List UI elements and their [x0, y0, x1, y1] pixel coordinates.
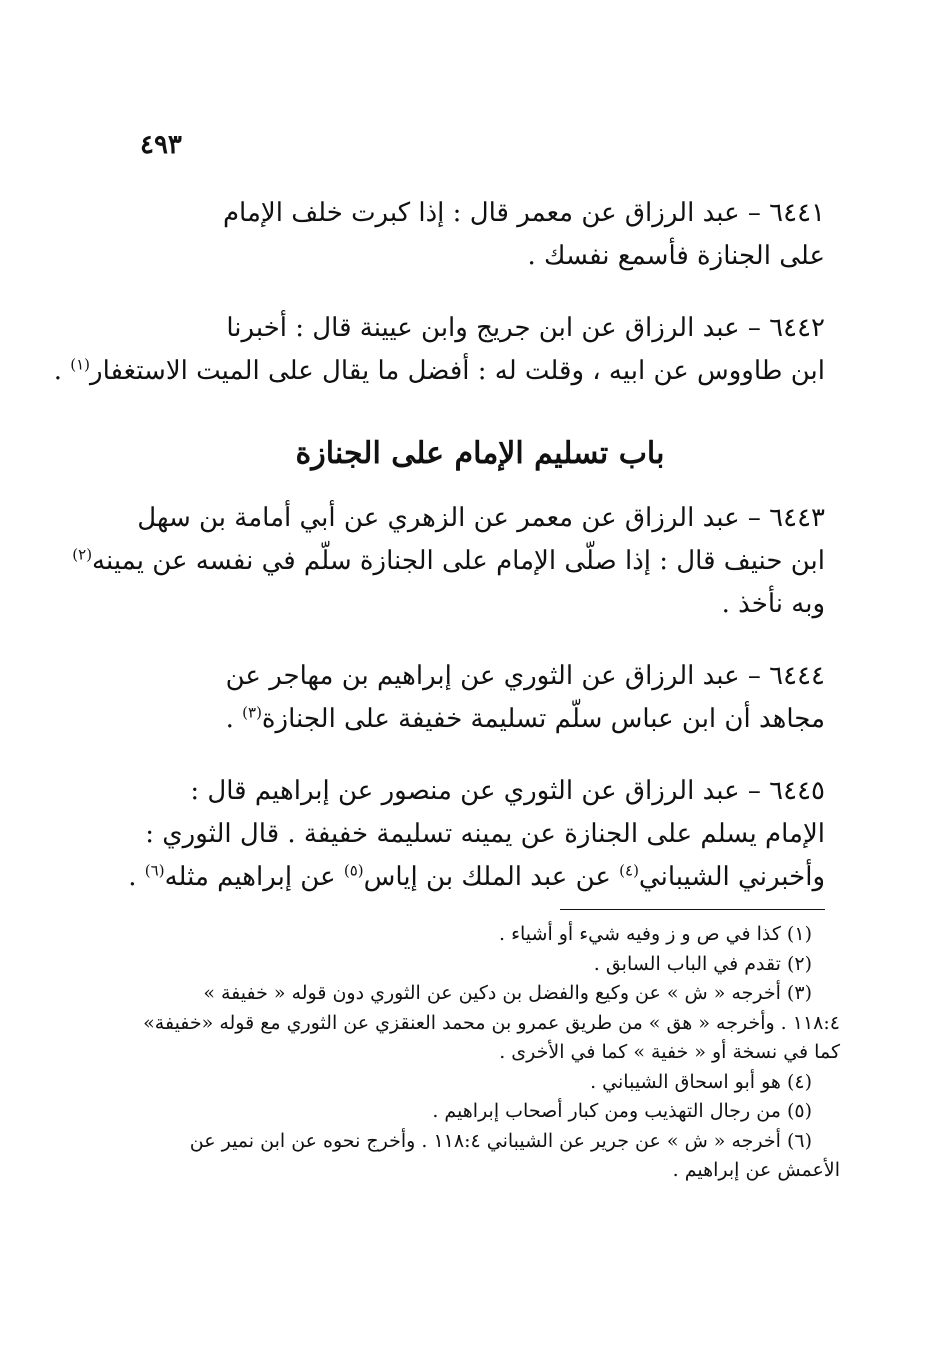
- text-segment: .: [53, 356, 71, 386]
- hadith-6445: [128, 770, 825, 899]
- text-line: ٦٤٤٢ – عبد الرزاق عن ابن جريج وابن عيينة قال : أخبرنا: [226, 313, 825, 343]
- text-line: ٦٤٤٤ – عبد الرزاق عن الثوري عن إبراهيم بن مهاجر عن: [225, 661, 825, 691]
- footnote-1: (١) كذا في ص و ز وفيه شيء أو أشياء .: [498, 923, 812, 945]
- hadith-6444: [135, 655, 825, 741]
- footnote-5: (٥) من رجال التهذيب ومن كبار أصحاب إبراهيم .: [432, 1100, 812, 1122]
- footnote-separator: [560, 909, 825, 910]
- hadith-6442: [53, 307, 825, 393]
- hadith-6441: [135, 192, 825, 278]
- text-line: ٦٤٤١ – عبد الرزاق عن معمر قال : إذا كبرت خلف الإمام: [222, 198, 825, 228]
- footnote-ref: (٢): [72, 545, 93, 564]
- text-segment: .: [225, 704, 243, 734]
- footnote-6-cont: الأعمش عن إبراهيم .: [672, 1159, 840, 1181]
- footnote-2: (٢) تقدم في الباب السابق .: [593, 952, 812, 975]
- footnote-ref: (٥): [343, 861, 364, 880]
- footnote-ref: (٣): [242, 703, 262, 722]
- footnote-3-cont: كما في نسخة أو « خفية » كما في الأخرى .: [499, 1041, 840, 1063]
- text-segment: ابن طاووس عن ابيه ، وقلت له : أفضل ما يقال على الميت الاستغفار: [90, 356, 825, 386]
- text-line: الإمام يسلم على الجنازة عن يمينه تسليمة خفيفة . قال الثوري :: [145, 819, 825, 849]
- footnote-3: (٣) أخرجه « ش » عن وكيع والفضل بن دكين عن الثوري دون قوله « خفيفة »: [203, 982, 812, 1004]
- page-number: ٤٩٣: [140, 130, 182, 160]
- footnote-4: (٤) هو أبو اسحاق الشيباني .: [590, 1070, 812, 1093]
- text-segment: عن إبراهيم مثله: [164, 862, 344, 892]
- footnote-ref: (٦): [144, 861, 165, 880]
- section-heading: باب تسليم الإمام على الجنازة: [295, 436, 665, 471]
- text-line: [135, 698, 825, 741]
- text-line: على الجنازة فأسمع نفسك .: [527, 241, 825, 271]
- text-line: وبه نأخذ .: [721, 589, 825, 619]
- footnotes: [143, 920, 840, 1186]
- text-line: ٦٤٤٥ – عبد الرزاق عن الثوري عن منصور عن إبراهيم قال :: [190, 776, 825, 806]
- text-segment: وأخبرني الشيباني: [638, 862, 825, 892]
- text-segment: ابن حنيف قال : إذا صلّى الإمام على الجنازة سلّم في نفسه عن يمينه: [92, 546, 825, 576]
- text-line: [72, 540, 825, 583]
- text-line: [53, 350, 825, 393]
- text-line: [128, 856, 825, 899]
- text-line: ٦٤٤٣ – عبد الرزاق عن معمر عن الزهري عن أبي أمامة بن سهل: [137, 503, 825, 533]
- footnote-3-cont: ١١٨:٤ . وأخرجه « هق » من طريق عمرو بن محمد العنقزي عن الثوري مع قوله «خفيفة»: [143, 1011, 840, 1034]
- footnote-ref: (١): [70, 355, 91, 374]
- footnote-6: (٦) أخرجه « ش » عن جرير عن الشيباني ١١٨:٤ . وأخرج نحوه عن ابن نمير عن: [189, 1129, 812, 1152]
- hadith-6443: [72, 497, 825, 626]
- text-segment: عن عبد الملك بن إياس: [363, 862, 620, 892]
- footnote-ref: (٤): [619, 861, 639, 880]
- text-segment: مجاهد أن ابن عباس سلّم تسليمة خفيفة على الجنازة: [261, 704, 825, 734]
- text-segment: .: [128, 862, 145, 892]
